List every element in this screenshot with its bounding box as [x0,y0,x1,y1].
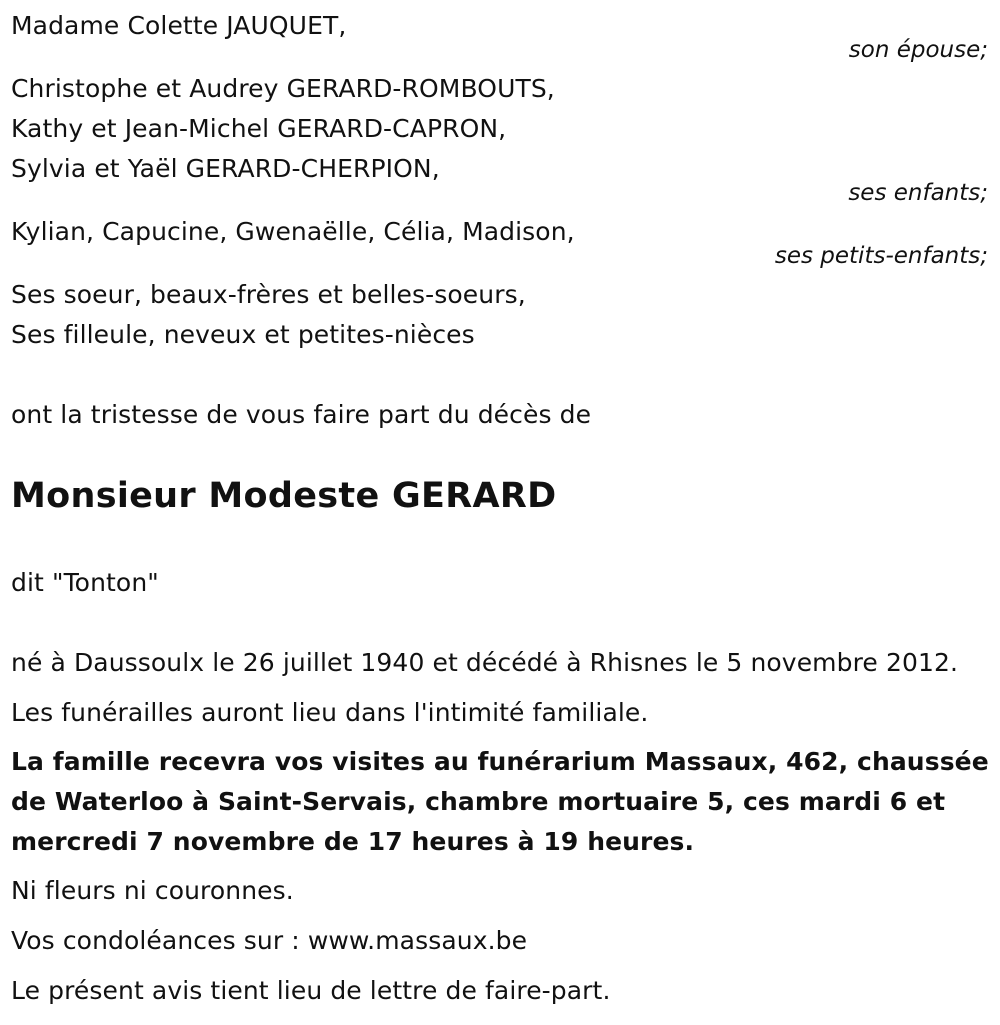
deceased-name: Monsieur Modeste GERARD [11,476,557,516]
child-couple-1: Christophe et Audrey GERARD-ROMBOUTS, [11,74,555,103]
child-couple-2: Kathy et Jean-Michel GERARD-CAPRON, [11,114,507,143]
visits-line-3: mercredi 7 novembre de 17 heures à 19 heures. [11,827,695,856]
notice-text: Le présent avis tient lieu de lettre de faire-part. [11,976,611,1005]
spouse-role: son épouse; [848,37,988,63]
grandchildren-role: ses petits-enfants; [774,243,988,269]
funeral-info: Les funérailles auront lieu dans l'intimité familiale. [11,698,649,727]
relatives-line-1: Ses soeur, beaux-frères et belles-soeurs, [11,280,526,309]
relatives-line-2: Ses filleule, neveux et petites-nièces [11,320,475,349]
children-role: ses enfants; [848,180,988,206]
announcement-text: ont la tristesse de vous faire part du décès de [11,400,592,429]
condolences-info: Vos condoléances sur : www.massaux.be [11,926,528,955]
deceased-nickname: dit "Tonton" [11,568,159,597]
visits-line-2: de Waterloo à Saint-Servais, chambre mortuaire 5, ces mardi 6 et [11,787,946,816]
birth-death-info: né à Daussoulx le 26 juillet 1940 et décédé à Rhisnes le 5 novembre 2012. [11,648,959,677]
child-couple-3: Sylvia et Yaël GERARD-CHERPION, [11,154,440,183]
visits-line-1: La famille recevra vos visites au funérarium Massaux, 462, chaussée [11,747,989,776]
grandchildren-names: Kylian, Capucine, Gwenaëlle, Célia, Madison, [11,217,575,246]
flowers-info: Ni fleurs ni couronnes. [11,876,294,905]
spouse-name: Madame Colette JAUQUET, [11,11,347,40]
